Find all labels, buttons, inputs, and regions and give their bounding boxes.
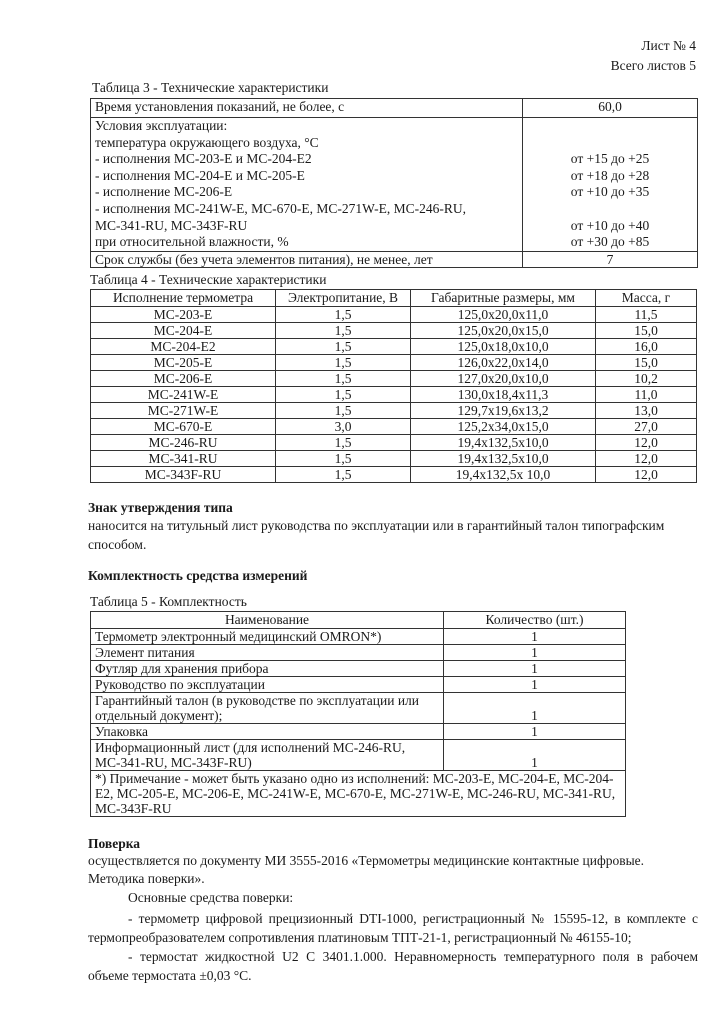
- table-cell: МС-241W-Е: [91, 387, 276, 403]
- table-cell: МС-343F-RU: [91, 467, 276, 483]
- cell-line: МС-341-RU, МС-343F-RU: [95, 217, 248, 233]
- cell-line: от +10 до +40: [570, 217, 650, 233]
- table-cell: Футляр для хранения прибора: [91, 661, 444, 677]
- table4: [90, 289, 697, 483]
- table-cell: МС-341-RU: [91, 451, 276, 467]
- table-row: [91, 99, 698, 118]
- table-cell: 1: [444, 629, 626, 645]
- table-cell: МС-670-Е: [91, 419, 276, 435]
- table-cell: 15,0: [596, 323, 697, 339]
- table5-title: Таблица 5 - Комплектность: [90, 594, 247, 609]
- table-row: [91, 677, 626, 693]
- cell-line: - исполнения МС-203-Е и МС-204-Е2: [95, 151, 312, 167]
- table-cell: Срок службы (без учета элементов питания), не менее, лет: [91, 251, 523, 267]
- table-row: [91, 645, 626, 661]
- table-row: [91, 403, 697, 419]
- table-cell: 1,5: [276, 451, 411, 467]
- table-row: [91, 740, 626, 771]
- verification-means-heading: Основные средства поверки:: [128, 890, 294, 905]
- table-cell: Упаковка: [91, 724, 444, 740]
- table-cell: 19,4x132,5x10,0: [411, 435, 596, 451]
- table-row: [91, 118, 698, 252]
- verification-means-item: - термостат жидкостной U2 C 3401.1.000. Неравномерность температурного поля в рабочем объеме термостата ±0,03 °С.: [88, 949, 698, 983]
- table-cell: 1,5: [276, 355, 411, 371]
- table-cell: МС-204-Е: [91, 323, 276, 339]
- table-cell: 27,0: [596, 419, 697, 435]
- table-cell: 13,0: [596, 403, 697, 419]
- table-cell: 1,5: [276, 387, 411, 403]
- table-cell: МС-206-Е: [91, 371, 276, 387]
- column-header: Исполнение термометра: [91, 290, 276, 307]
- table-cell: 1,5: [276, 371, 411, 387]
- table-cell: 16,0: [596, 339, 697, 355]
- verification-text: осуществляется по документу МИ 3555-2016 «Термометры медицинские контактные цифровые. Методика поверки».: [88, 853, 645, 886]
- table-cell: [523, 118, 698, 252]
- table-row: [91, 323, 697, 339]
- table-cell: МС-205-Е: [91, 355, 276, 371]
- table-cell: 1: [444, 693, 626, 724]
- table-cell: 19,4x132,5x 10,0: [411, 467, 596, 483]
- table-cell: 1,5: [276, 467, 411, 483]
- table-cell: 12,0: [596, 435, 697, 451]
- table-row: [91, 629, 626, 645]
- cell-line: от +30 до +85: [570, 234, 650, 250]
- cell-line: от +15 до +25: [570, 151, 650, 167]
- table-cell: 1: [444, 661, 626, 677]
- table-cell: Гарантийный талон (в руководстве по эксплуатации или отдельный документ);: [91, 693, 444, 724]
- cell-line: температура окружающего воздуха, °С: [95, 134, 319, 150]
- table-cell: 1,5: [276, 339, 411, 355]
- table-cell: 1,5: [276, 403, 411, 419]
- table-row: [91, 661, 626, 677]
- column-header: Габаритные размеры, мм: [411, 290, 596, 307]
- type-mark-text: наносится на титульный лист руководства по эксплуатации или в гарантийный талон типографским способом.: [88, 518, 665, 552]
- table-cell: Время установления показаний, не более, с: [91, 99, 523, 118]
- table-cell: 3,0: [276, 419, 411, 435]
- table-cell: 1: [444, 645, 626, 661]
- table-cell: МС-204-Е2: [91, 339, 276, 355]
- table-cell: 1,5: [276, 307, 411, 323]
- table-cell: 125,2x34,0x15,0: [411, 419, 596, 435]
- table-row: [91, 724, 626, 740]
- column-header: Электропитание, В: [276, 290, 411, 307]
- table-cell: 12,0: [596, 467, 697, 483]
- table-cell: 129,7x19,6x13,2: [411, 403, 596, 419]
- cell-line: от +18 до +28: [570, 167, 650, 183]
- table-row: [91, 693, 626, 724]
- table-row: [91, 435, 697, 451]
- table-cell: 12,0: [596, 451, 697, 467]
- table-cell: Элемент питания: [91, 645, 444, 661]
- table-cell: 125,0x18,0x10,0: [411, 339, 596, 355]
- table-cell: 19,4x132,5x10,0: [411, 451, 596, 467]
- table-cell: 11,0: [596, 387, 697, 403]
- table-cell: МС-203-Е: [91, 307, 276, 323]
- table3-title: Таблица 3 - Технические характеристики: [92, 80, 329, 95]
- table-cell: 1,5: [276, 323, 411, 339]
- table-cell: 11,5: [596, 307, 697, 323]
- table4-title: Таблица 4 - Технические характеристики: [90, 272, 327, 287]
- table-cell: Руководство по эксплуатации: [91, 677, 444, 693]
- cell-line: при относительной влажности, %: [95, 234, 289, 250]
- cell-line: - исполнения МС-241W-Е, МС-670-Е, МС-271W-Е, МС-246-RU,: [95, 200, 466, 216]
- completeness-heading: Комплектность средства измерений: [88, 568, 308, 583]
- table-cell: 127,0x20,0x10,0: [411, 371, 596, 387]
- sheet-number: Лист № 4: [641, 38, 696, 53]
- table-cell: 1: [444, 677, 626, 693]
- table-row: [91, 387, 697, 403]
- cell-line: от +10 до +35: [570, 184, 650, 200]
- cell-line: [527, 201, 693, 218]
- table-row: [91, 307, 697, 323]
- table-cell: 125,0x20,0x11,0: [411, 307, 596, 323]
- table-row: [91, 339, 697, 355]
- table-row: [91, 251, 698, 267]
- cell-line: Условия эксплуатации:: [95, 118, 228, 133]
- table-cell: Информационный лист (для исполнений МС-246-RU, МС-341-RU, МС-343F-RU): [91, 740, 444, 771]
- table-row: [91, 419, 697, 435]
- table-row: [91, 355, 697, 371]
- table-cell: 10,2: [596, 371, 697, 387]
- verification-means-item: - термометр цифровой прецизионный DTI-1000, регистрационный № 15595-12, в комплекте с термопреобразователем сопротивления платиновым ТПТ-21-1, регистрационный № 46155-10;: [88, 911, 698, 945]
- table-header-row: [91, 290, 697, 307]
- table-row: [91, 467, 697, 483]
- table-cell: 7: [523, 251, 698, 267]
- cell-line: - исполнения МС-204-Е и МС-205-Е: [95, 167, 305, 183]
- cell-line: [527, 118, 693, 135]
- table-cell: 1: [444, 740, 626, 771]
- table-cell: МС-271W-Е: [91, 403, 276, 419]
- table-row: [91, 451, 697, 467]
- table-cell: Термометр электронный медицинский OMRON*): [91, 629, 444, 645]
- table-row: [91, 371, 697, 387]
- table-cell: МС-246-RU: [91, 435, 276, 451]
- table-cell: 130,0x18,4x11,3: [411, 387, 596, 403]
- table-cell: 1: [444, 724, 626, 740]
- column-header: Масса, г: [596, 290, 697, 307]
- type-mark-heading: Знак утверждения типа: [88, 500, 233, 515]
- table-note: *) Примечание - может быть указано одно из исполнений: МС-203-Е, МС-204-Е, МС-204-Е2, МС-205-Е, МС-206-Е, МС-241W-Е, МС-670-Е, МС-271W-Е, МС-246-RU, МС-341-RU, МС-343F-RU: [91, 771, 626, 817]
- verification-heading: Поверка: [88, 836, 141, 851]
- table3: [90, 98, 698, 268]
- table-row: [91, 771, 626, 817]
- table-cell: 60,0: [523, 99, 698, 118]
- cell-line: [527, 135, 693, 152]
- table-cell: 126,0x22,0x14,0: [411, 355, 596, 371]
- table-cell: [91, 118, 523, 252]
- table-cell: 125,0x20,0x15,0: [411, 323, 596, 339]
- table-cell: 15,0: [596, 355, 697, 371]
- page-header: [611, 36, 696, 76]
- total-sheets: Всего листов 5: [610, 58, 696, 73]
- table-cell: 1,5: [276, 435, 411, 451]
- table-header-row: [91, 612, 626, 629]
- column-header: Количество (шт.): [444, 612, 626, 629]
- table5: [90, 611, 626, 817]
- column-header: Наименование: [91, 612, 444, 629]
- cell-line: - исполнение МС-206-Е: [95, 184, 233, 200]
